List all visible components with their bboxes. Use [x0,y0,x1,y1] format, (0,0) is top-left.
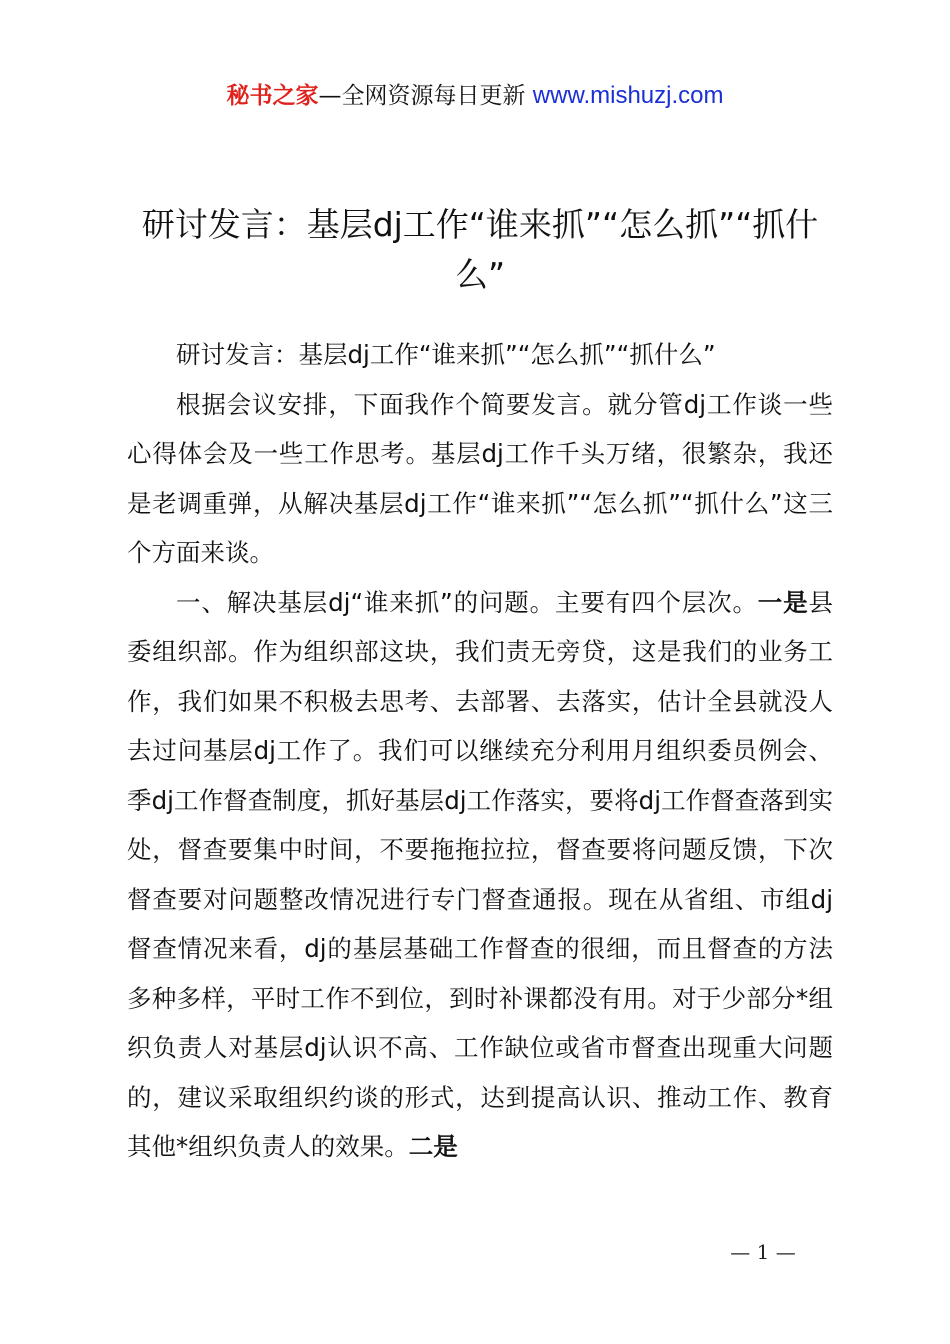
point-two-label: 二是 [408,1132,458,1161]
point-one-text: 县委组织部。作为组织部这块，我们责无旁贷，这是我们的业务工作，我们如果不积极去思考、去部署、去落实，估计全县就没人去过问基层dj工作了。我们可以继续充分利用月组织委员例会、季dj工作督查制度，抓好基层dj工作落实，要将dj工作督查落到实处，督查要集中时间，不要拖拖拉拉，督查要将问题反馈，下次督查要对问题整改情况进行专门督查通报。现在从省组、市组dj督查情况来看，dj的基层基础工作督查的很细，而且督查的方法多种多样，平时工作不到位，到时补课都没有用。对于少部分*组织负责人对基层dj认识不高、工作缺位或省市督查出现重大问题的，建议采取组织约谈的形式，达到提高认识、推动工作、教育其他*组织负责人的效果。 [127,587,833,1161]
site-header [0,80,950,112]
brand-name: 秘书之家 [226,83,319,109]
paragraph-intro: 研讨发言：基层dj工作“谁来抓”“怎么抓”“抓什么” [176,340,716,369]
page-number: — 1 — [730,1240,796,1264]
point-one-label: 一是 [757,587,809,617]
paragraph-section-one [127,578,833,1172]
document-body [127,330,833,1172]
paragraph-opening: 根据会议安排，下面我作个简要发言。就分管dj工作谈一些心得体会及一些工作思考。基层dj工作千头万绪，很繁杂，我还是老调重弹，从解决基层dj工作“谁来抓”“怎么抓”“抓什么”这三个方面来谈。 [127,389,833,567]
document-title: 研讨发言：基层dj工作“谁来抓”“怎么抓”“抓什么” [141,205,819,295]
header-slogan: —全网资源每日更新 [318,83,533,109]
section-one-heading: 一、解决基层dj“谁来抓”的问题。主要有四个层次。 [176,587,758,617]
site-url-link[interactable]: www.mishuzj.com [532,82,724,109]
